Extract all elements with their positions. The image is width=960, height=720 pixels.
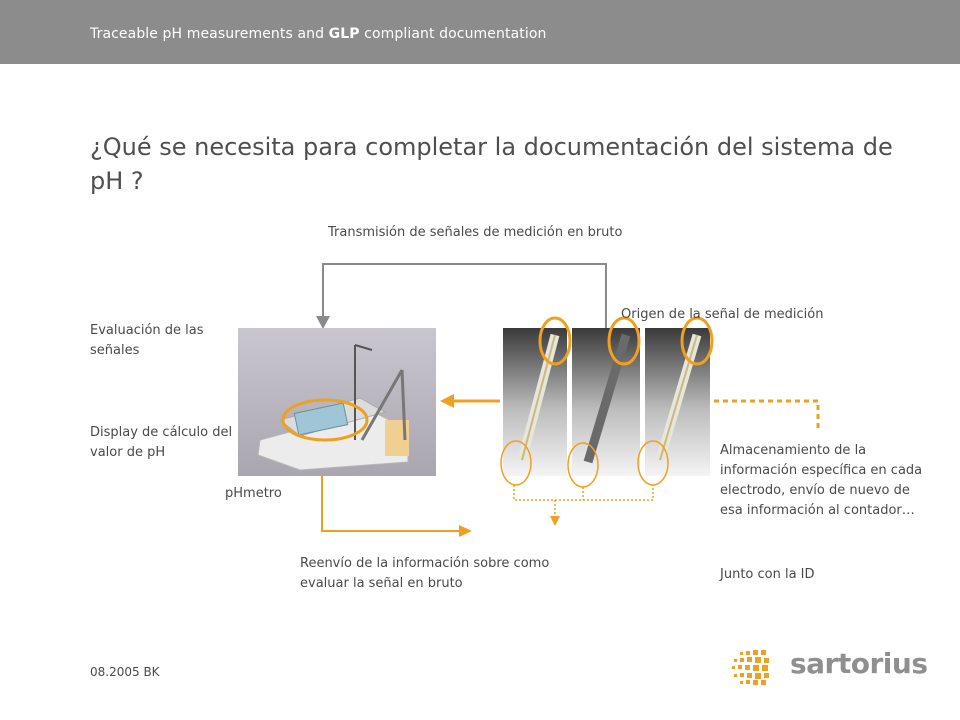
sartorius-logo-text: sartorius [790,647,928,680]
electrode-photos [503,328,710,476]
display-label: Display de cálculo del valor de pH [90,425,233,460]
evaluation-label: Evaluación de las señales [90,323,204,358]
origin-label: Origen de la señal de medición [621,307,824,322]
tip-connectors [514,485,653,526]
sartorius-logo-dots-icon [730,648,778,690]
resend-arrow [322,476,472,537]
with-id-label: Junto con la ID [720,567,815,582]
signal-arrow [440,394,500,408]
phmeter-photo [238,328,436,476]
phmeter-label: pHmetro [225,486,282,501]
header-title: Traceable pH measurements and GLP compliant documentation [90,26,547,42]
page-title: ¿Qué se necesita para completar la documentación del sistema de pH ? [90,133,893,195]
storage-dashed-line [714,401,818,432]
transmission-label: Transmisión de señales de medición en bruto [328,225,623,240]
resend-label: Reenvío de la información sobre como evaluar la señal en bruto [300,556,550,591]
storage-label: Almacenamiento de la información específica en cada electrodo, envío de nuevo de esa información al contador… [720,443,923,518]
footer-date: 08.2005 BK [90,665,160,679]
